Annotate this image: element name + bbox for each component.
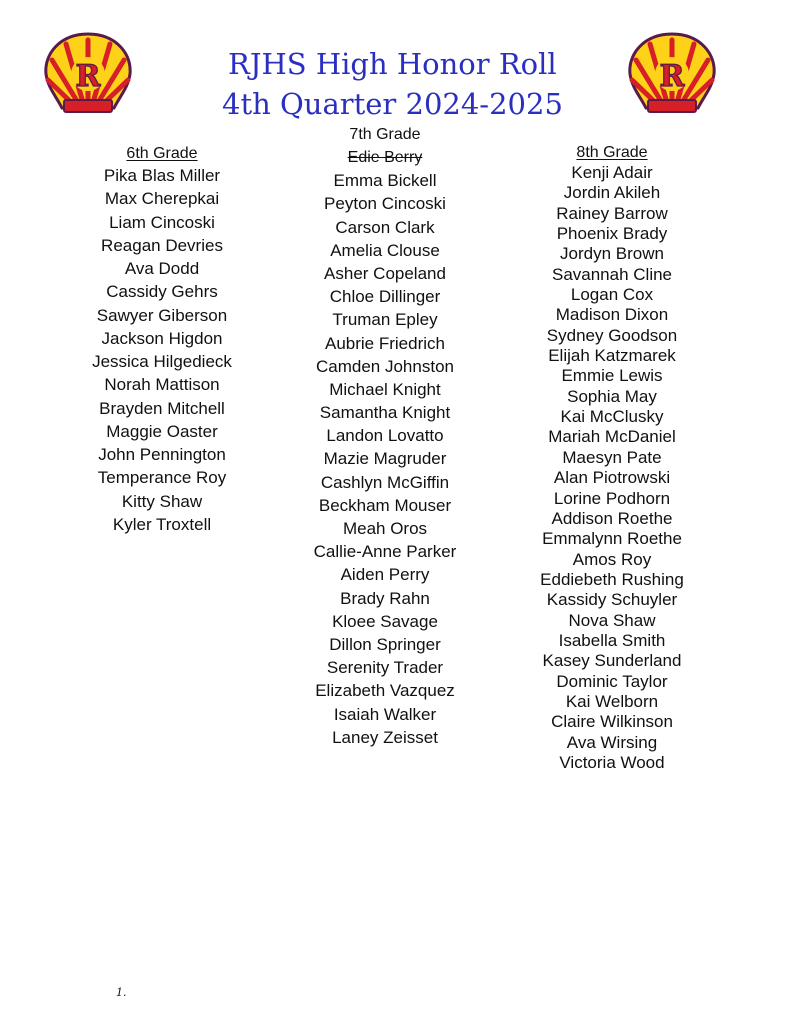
student-name: Callie-Anne Parker bbox=[313, 542, 457, 562]
student-name: Sophia May bbox=[567, 386, 657, 406]
student-name: Liam Cincoski bbox=[109, 212, 215, 232]
student-name: Kitty Shaw bbox=[121, 491, 203, 511]
student-name: Emmalynn Roethe bbox=[542, 529, 682, 549]
student-name: Cashlyn McGiffin bbox=[320, 472, 450, 492]
student-name: Brady Rahn bbox=[340, 588, 430, 608]
shell-emblem-icon bbox=[626, 30, 718, 116]
page-footnote: 1. bbox=[116, 986, 127, 999]
student-name: Isaiah Walker bbox=[333, 704, 437, 724]
page-title bbox=[170, 44, 620, 124]
title-line-2: 4th Quarter 2024-2025 bbox=[222, 87, 563, 121]
student-name: Kenji Adair bbox=[571, 163, 653, 182]
student-name: Jackson Higdon bbox=[101, 328, 223, 348]
student-name: Eddiebeth Rushing bbox=[540, 569, 684, 589]
title-line-1: RJHS High Honor Roll bbox=[228, 47, 557, 81]
grade-8-column bbox=[512, 143, 712, 773]
student-name: Meah Oros bbox=[342, 519, 428, 538]
student-name: Kassidy Schuyler bbox=[546, 590, 678, 610]
student-name: Isabella Smith bbox=[558, 630, 666, 650]
struck-name: Edie Berry bbox=[347, 149, 423, 166]
student-name: Peyton Cincoski bbox=[324, 194, 446, 214]
student-name: Aiden Perry bbox=[340, 565, 430, 585]
student-name: Ava Wirsing bbox=[566, 732, 658, 752]
student-name: Maggie Oaster bbox=[106, 421, 218, 441]
student-name: Carson Clark bbox=[335, 217, 435, 237]
school-shell-logo-right bbox=[626, 30, 718, 116]
student-name: Claire Wilkinson bbox=[551, 712, 673, 732]
student-name: Amelia Clouse bbox=[330, 240, 440, 260]
student-name: Jordyn Brown bbox=[560, 244, 664, 264]
grade-7-heading: 7th Grade bbox=[349, 126, 421, 143]
grade-8-list bbox=[512, 163, 712, 773]
student-name: Mariah McDaniel bbox=[548, 427, 676, 447]
student-name: Norah Mattison bbox=[104, 375, 220, 395]
svg-text:R: R bbox=[75, 59, 101, 94]
student-name: Kyler Troxtell bbox=[112, 514, 212, 534]
student-name: Landon Lovatto bbox=[326, 426, 444, 446]
student-name: Phoenix Brady bbox=[556, 224, 668, 244]
student-name: Dominic Taylor bbox=[556, 671, 668, 691]
student-name: Aubrie Friedrich bbox=[325, 333, 445, 353]
student-name: Emmie Lewis bbox=[561, 366, 663, 386]
student-name: Serenity Trader bbox=[326, 658, 444, 678]
student-name: Rainey Barrow bbox=[556, 203, 668, 223]
school-shell-logo-left bbox=[42, 30, 134, 116]
student-name: Cassidy Gehrs bbox=[106, 282, 218, 302]
student-name: Dillon Springer bbox=[329, 634, 441, 654]
student-name: Logan Cox bbox=[570, 285, 654, 305]
student-name: Chloe Dillinger bbox=[329, 287, 441, 307]
student-name: Kasey Sunderland bbox=[542, 651, 682, 671]
student-name: Michael Knight bbox=[329, 379, 441, 399]
student-name: Nova Shaw bbox=[568, 610, 656, 630]
student-name: Sawyer Giberson bbox=[96, 305, 228, 325]
student-name: Temperance Roy bbox=[97, 468, 227, 488]
grade-7-list bbox=[285, 169, 485, 749]
grade-6-list bbox=[62, 164, 262, 536]
grade-6-column bbox=[62, 144, 262, 536]
student-name: Addison Roethe bbox=[551, 508, 673, 528]
student-name: Amos Roy bbox=[572, 549, 652, 569]
student-name: Madison Dixon bbox=[555, 305, 669, 325]
student-name: Reagan Devries bbox=[101, 235, 223, 255]
student-name: Camden Johnston bbox=[316, 356, 454, 376]
student-name: Samantha Knight bbox=[319, 403, 451, 423]
student-name: Elijah Katzmarek bbox=[548, 346, 676, 366]
student-name: Kai McClusky bbox=[560, 407, 664, 427]
student-name: Brayden Mitchell bbox=[99, 398, 225, 418]
student-name: Ava Dodd bbox=[124, 259, 200, 278]
student-name: Victoria Wood bbox=[559, 752, 665, 772]
student-name: Jordin Akileh bbox=[563, 183, 661, 203]
student-name: Kai Welborn bbox=[565, 691, 659, 711]
grade-6-heading: 6th Grade bbox=[126, 145, 198, 162]
student-name: Savannah Cline bbox=[551, 264, 673, 284]
student-name: Laney Zeisset bbox=[332, 727, 438, 747]
student-name: Lorine Podhorn bbox=[553, 488, 671, 508]
student-name: Maesyn Pate bbox=[562, 447, 662, 467]
student-name: Emma Bickell bbox=[333, 171, 437, 191]
student-name: Jessica Hilgedieck bbox=[92, 352, 232, 371]
student-name: Kloee Savage bbox=[332, 611, 438, 631]
grade-8-heading: 8th Grade bbox=[576, 144, 648, 161]
student-name: Sydney Goodson bbox=[546, 325, 678, 345]
student-name: Mazie Magruder bbox=[323, 449, 447, 469]
student-name: Pika Blas Miller bbox=[103, 166, 221, 185]
student-name: Truman Epley bbox=[332, 310, 438, 330]
student-name: Elizabeth Vazquez bbox=[315, 681, 455, 701]
shell-emblem-icon bbox=[42, 30, 134, 116]
svg-text:R: R bbox=[659, 59, 685, 94]
student-name: Beckham Mouser bbox=[318, 495, 452, 515]
grade-7-column bbox=[285, 123, 485, 749]
student-name: Max Cherepkai bbox=[104, 189, 220, 209]
student-name: Asher Copeland bbox=[324, 263, 446, 283]
student-name: Alan Piotrowski bbox=[553, 468, 671, 488]
student-name: John Pennington bbox=[98, 445, 226, 464]
